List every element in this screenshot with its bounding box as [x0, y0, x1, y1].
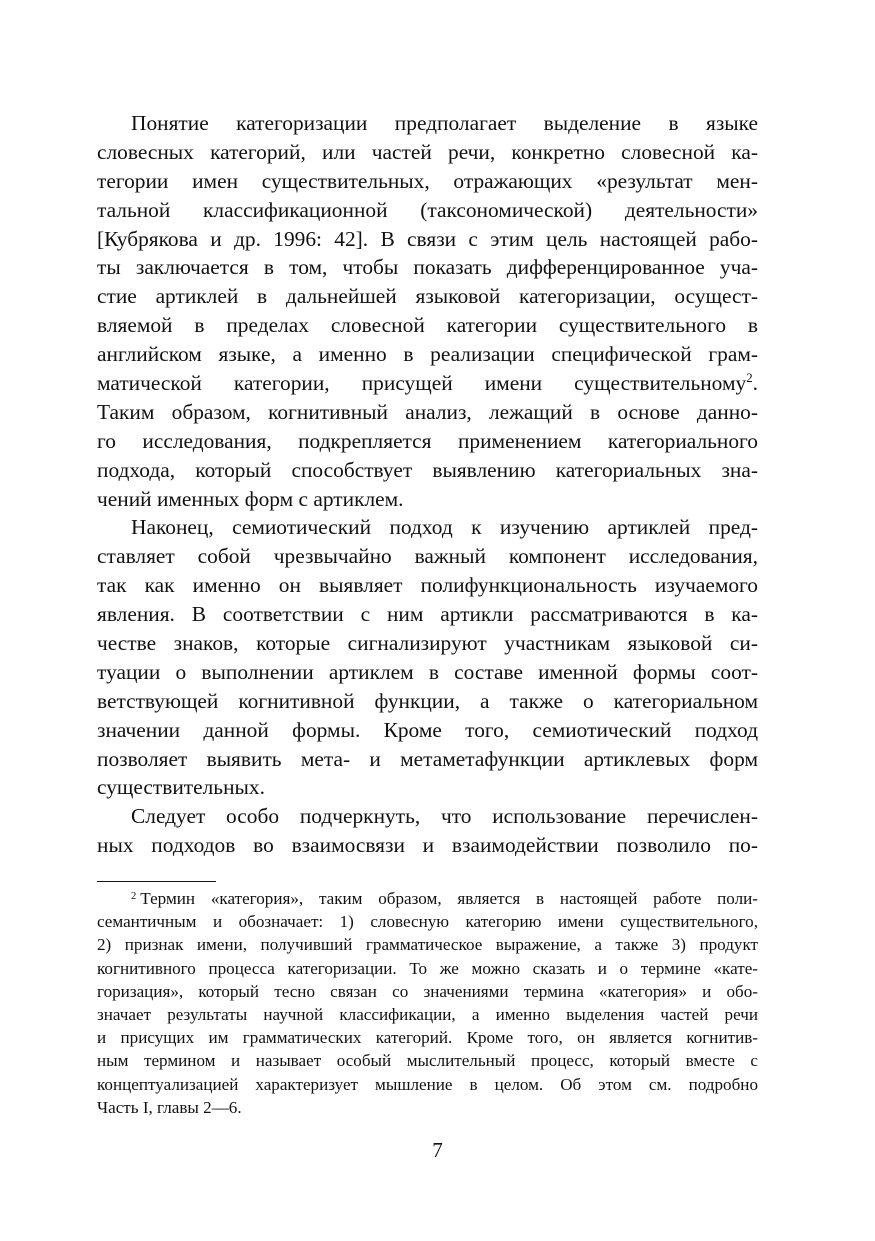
text-line: Понятие категоризации предполагает выделение в языке [131, 111, 758, 135]
footnote-line: 2) признак имени, получивший грамматическое выражение, а также 3) продукт [97, 935, 758, 955]
sentence-period: . [752, 371, 758, 396]
text-line: тегории имен существительных, отражающих «результат мен- [97, 168, 758, 193]
footnote-line: концептуализацией характеризует мышление в целом. Об этом см. подробно [97, 1074, 758, 1094]
footnote-line: и присущих им грамматических категорий. Кроме того, он является когнитив- [97, 1028, 758, 1048]
text-line: честве знаков, которые сигнализируют участникам языковой си- [97, 631, 758, 656]
text-line: подхода, который способствует выявлению категориальных зна- [97, 457, 758, 482]
footnote-line: ным термином и называет особый мыслительный процесс, который вместе с [97, 1051, 758, 1071]
page-number: 7 [432, 1138, 443, 1162]
text-line: существительных. [97, 775, 265, 800]
footnote [97, 887, 758, 1119]
text-line-content: матической категории, присущей имени существительному [97, 371, 747, 396]
text-line: явления. В соответствии с ним артикли рассматриваются в ка- [97, 602, 758, 627]
text-line: [Кубрякова и др. 1996: 42]. В связи с этим цель настоящей рабо- [97, 226, 758, 251]
footnote-line: Часть I, главы 2—6. [97, 1097, 242, 1117]
text-line-with-footnote-ref [97, 369, 758, 398]
main-text [97, 109, 758, 860]
text-line: ты заключается в том, чтобы показать дифференцированное уча- [97, 255, 758, 280]
footnote-reference: 2 [746, 370, 753, 385]
footnote-separator [97, 881, 216, 882]
footnote-line: значает результаты научной классификации, а именно выделения частей речи [97, 1004, 758, 1024]
footnote-mark: 2 [131, 891, 137, 903]
text-line: Таким образом, когнитивный анализ, лежащий в основе данно- [97, 399, 758, 424]
text-line: тальной классификационной (таксономической) деятельности» [97, 197, 758, 222]
text-line: чений именных форм с артиклем. [97, 486, 404, 511]
text-line: так как именно он выявляет полифункциональность изучаемого [97, 573, 758, 598]
text-line: ветствующей когнитивной функции, а также о категориальном [97, 688, 758, 713]
text-line: туации о выполнении артиклем в составе именной формы соот- [97, 659, 758, 684]
text-line: английском языке, а именно в реализации специфической грам- [97, 342, 758, 367]
footnote-line [97, 887, 758, 910]
footnote-line: когнитивного процесса категоризации. То же можно сказать и о термине «кате- [97, 958, 758, 978]
footnote-line: семантичным и обозначает: 1) словесную категорию имени существительного, [97, 912, 758, 932]
text-line: Наконец, семиотический подход к изучению артиклей пред- [131, 515, 758, 540]
text-line: позволяет выявить мета- и метаметафункции артиклевых форм [97, 746, 758, 771]
text-line: значении данной формы. Кроме того, семиотический подход [97, 717, 758, 742]
text-line: стие артиклей в дальнейшей языковой категоризации, осущест- [97, 284, 758, 309]
text-line: ных подходов во взаимосвязи и взаимодействии позволило по- [97, 833, 758, 858]
text-line: Следует особо подчеркнуть, что использование перечислен- [131, 804, 758, 829]
footnote-line: горизация», который тесно связан со значениями термина «категория» и обо- [97, 981, 758, 1001]
text-line: словесных категорий, или частей речи, конкретно словесной ка- [97, 139, 758, 164]
text-line: ставляет собой чрезвычайно важный компонент исследования, [97, 544, 758, 569]
text-line: го исследования, подкрепляется применением категориального [97, 428, 758, 453]
text-line: вляемой в пределах словесной категории существительного в [97, 313, 758, 338]
footnote-line-content: Термин «категория», таким образом, является в настоящей работе поли- [140, 889, 758, 908]
